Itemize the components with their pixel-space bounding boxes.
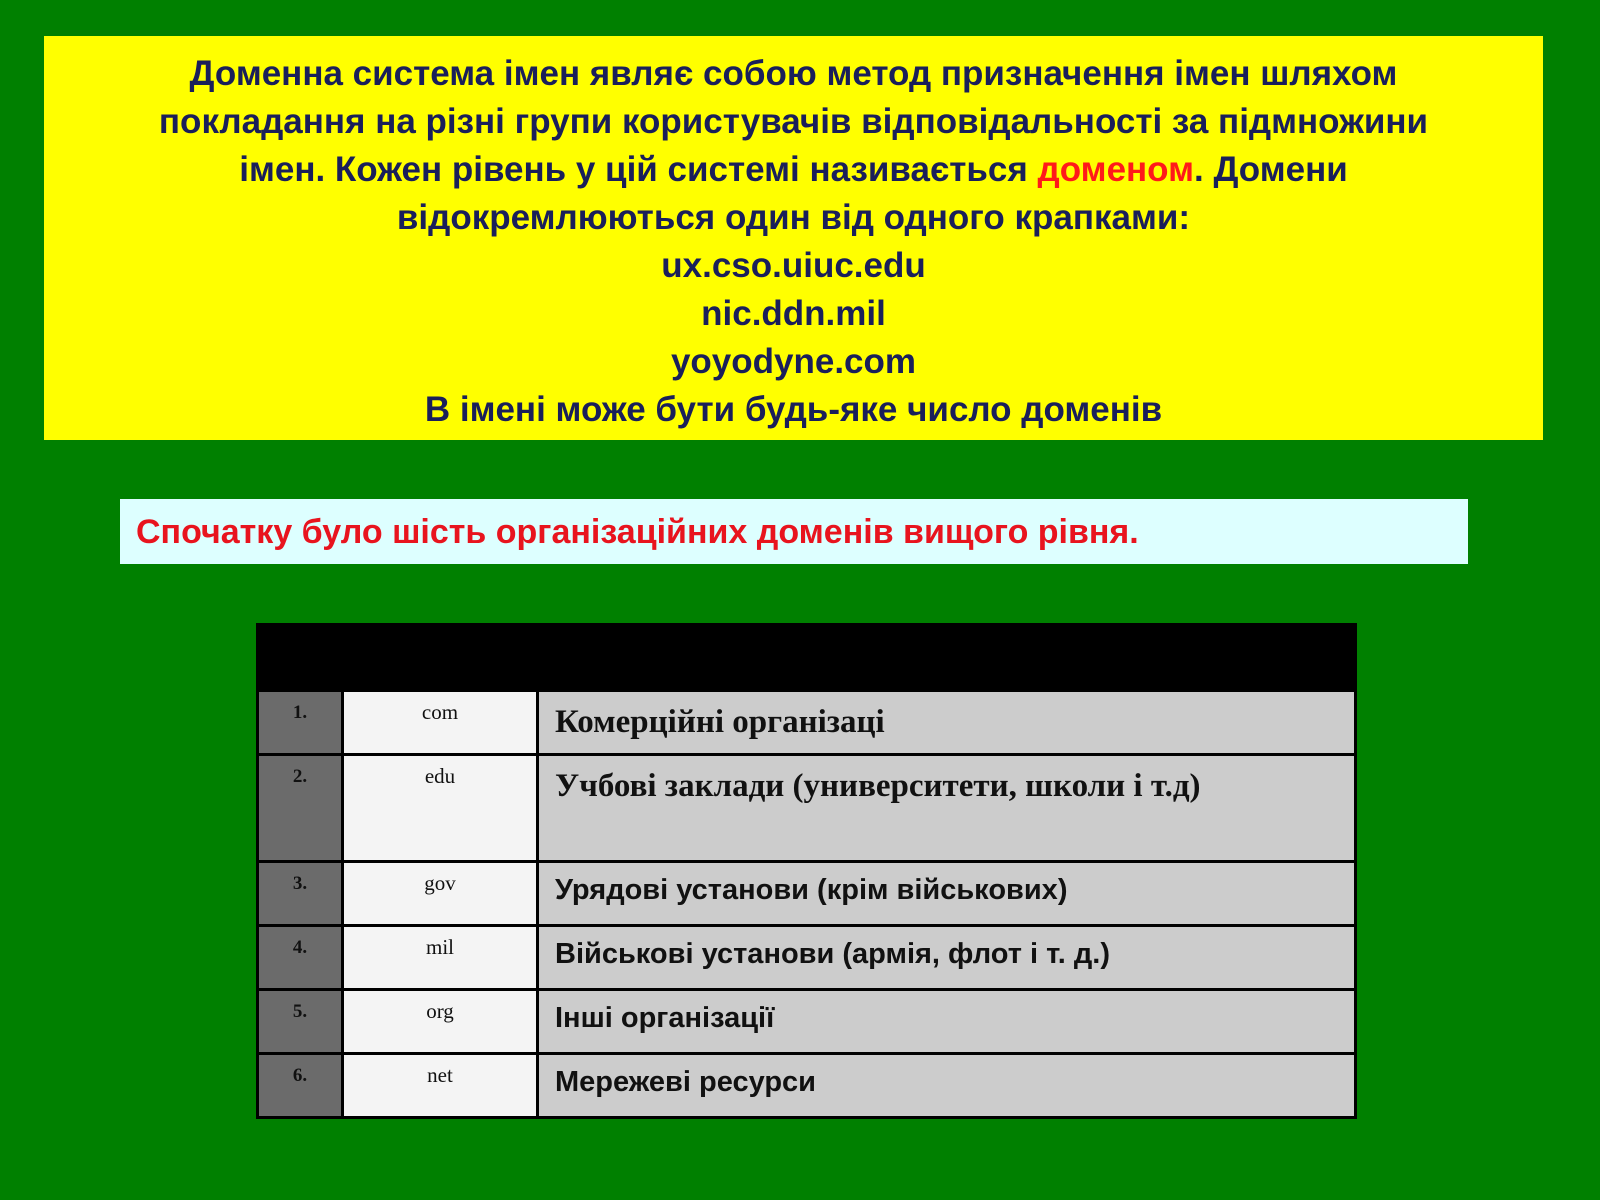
table-row bbox=[258, 755, 1356, 862]
table-row bbox=[258, 862, 1356, 926]
domain-description: Мережеві ресурси bbox=[538, 1054, 1356, 1118]
intro-line-1: Доменна система імен являє собою метод призначення імен шляхом bbox=[189, 54, 1398, 93]
domain-description: Учбові заклади (университети, школи і т.д) bbox=[538, 755, 1356, 862]
domain-code: edu bbox=[343, 755, 538, 862]
domain-code: gov bbox=[343, 862, 538, 926]
domain-code: com bbox=[343, 691, 538, 755]
domain-description: Інші організації bbox=[538, 990, 1356, 1054]
row-number: 3. bbox=[258, 862, 343, 926]
row-number: 2. bbox=[258, 755, 343, 862]
row-number: 5. bbox=[258, 990, 343, 1054]
example-domain-1: ux.cso.uiuc.edu bbox=[661, 246, 926, 285]
domain-code: mil bbox=[343, 926, 538, 990]
row-number: 6. bbox=[258, 1054, 343, 1118]
domain-code: org bbox=[343, 990, 538, 1054]
table-header-cell bbox=[258, 625, 343, 691]
domain-description: Урядові установи (крім військових) bbox=[538, 862, 1356, 926]
row-number: 1. bbox=[258, 691, 343, 755]
table-header-cell bbox=[538, 625, 1356, 691]
table-row bbox=[258, 1054, 1356, 1118]
domain-description: Комерційні організаці bbox=[538, 691, 1356, 755]
intro-line-4: відокремлюються один від одного крапками: bbox=[396, 198, 1191, 237]
example-domain-3: yoyodyne.com bbox=[670, 342, 917, 381]
intro-line-2: покладання на різні групи користувачів відповідальності за підмножини bbox=[158, 102, 1429, 141]
table-row bbox=[258, 691, 1356, 755]
example-domain-2: nic.ddn.mil bbox=[701, 294, 886, 333]
table-row bbox=[258, 990, 1356, 1054]
domain-code: net bbox=[343, 1054, 538, 1118]
table-header-cell bbox=[343, 625, 538, 691]
intro-text-box bbox=[44, 36, 1543, 440]
domain-description: Військові установи (армія, флот і т. д.) bbox=[538, 926, 1356, 990]
top-level-domains-note: Спочатку було шість організаційних доменів вищого рівня. bbox=[120, 499, 1468, 564]
table-row bbox=[258, 926, 1356, 990]
domain-term-highlight: доменом bbox=[1037, 150, 1194, 189]
table-header-row bbox=[258, 625, 1356, 691]
row-number: 4. bbox=[258, 926, 343, 990]
intro-line-3-start: імен. Кожен рівень у цій системі називається bbox=[239, 150, 1038, 189]
top-level-domains-table bbox=[256, 623, 1357, 1119]
intro-line-3-end: . Домени bbox=[1194, 150, 1348, 189]
intro-line-3 bbox=[54, 146, 1533, 194]
intro-closing-line: В імені може бути будь-яке число доменів bbox=[424, 390, 1163, 429]
